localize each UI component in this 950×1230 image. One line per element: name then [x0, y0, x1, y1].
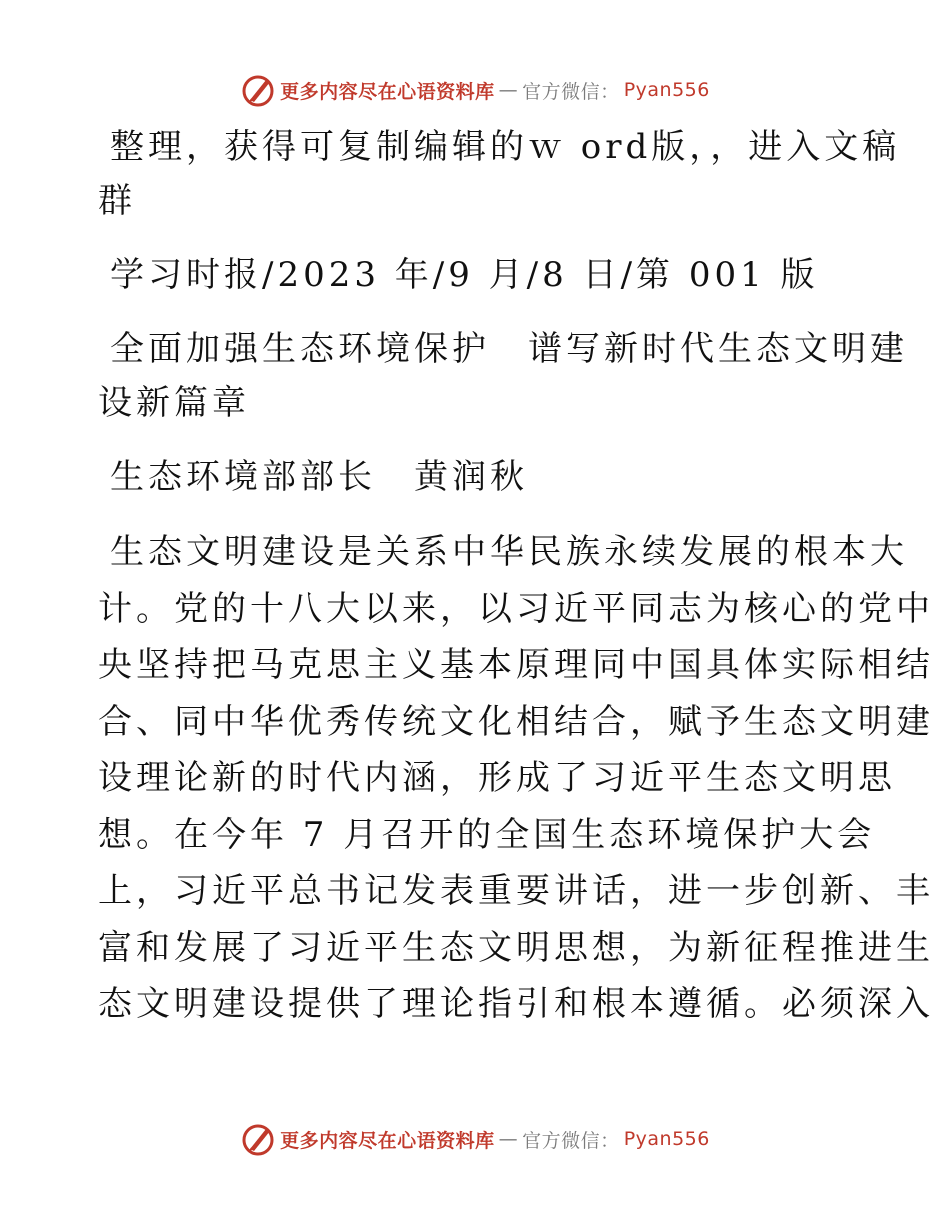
body-line: 设理论新的时代内涵，形成了习近平生态文明思	[98, 758, 896, 798]
intro-line-1: 整理，获得可复制编辑的ｗ ord版，，进入文稿	[110, 127, 901, 167]
banner-wechat-label: 官方微信：	[522, 80, 620, 103]
source-text: 学习时报/2023 年/9 月/8 日/第 001 版	[110, 255, 819, 295]
banner-title: 更多内容尽在心语资料库	[280, 1129, 495, 1152]
body-line: 计。党的十八大以来，以习近平同志为核心的党中	[98, 588, 934, 629]
body-line: 上，习近平总书记发表重要讲话，进一步创新、丰	[98, 871, 934, 911]
body-line: 合、同中华优秀传统文化相结合，赋予生态文明建	[98, 701, 934, 742]
headline-line-2: 设新篇章	[98, 383, 250, 423]
footer-banner	[0, 1119, 950, 1159]
author-text: 生态环境部部长 黄润秋	[110, 457, 528, 497]
banner-wechat-id: Pyan556	[623, 79, 710, 101]
banner-separator: —	[498, 1128, 519, 1150]
banner-separator: —	[498, 79, 519, 101]
article-body	[98, 524, 934, 1033]
article-author	[98, 450, 858, 504]
body-line: 央坚持把马克思主义基本原理同中国具体实际相结	[98, 645, 934, 685]
header-banner	[0, 70, 950, 110]
body-line: 想。在今年 7 月召开的全国生态环境保护大会	[98, 814, 876, 855]
quill-pen-icon	[240, 72, 276, 108]
banner-title: 更多内容尽在心语资料库	[280, 80, 495, 103]
intro-line-2: 群	[98, 181, 136, 221]
document-content	[98, 120, 934, 1053]
body-line: 态文明建设提供了理论指引和根本遵循。必须深入	[98, 984, 934, 1024]
banner-wechat-label: 官方微信：	[522, 1129, 620, 1152]
source-line	[98, 248, 858, 302]
body-line: 富和发展了习近平生态文明思想，为新征程推进生	[98, 927, 934, 968]
banner-wechat-id: Pyan556	[623, 1128, 710, 1150]
article-headline	[98, 322, 908, 430]
quill-pen-icon	[240, 1121, 276, 1157]
intro-paragraph	[98, 120, 901, 228]
body-line: 生态文明建设是关系中华民族永续发展的根本大	[110, 532, 908, 572]
headline-line-1: 全面加强生态环境保护 谱写新时代生态文明建	[110, 329, 908, 369]
